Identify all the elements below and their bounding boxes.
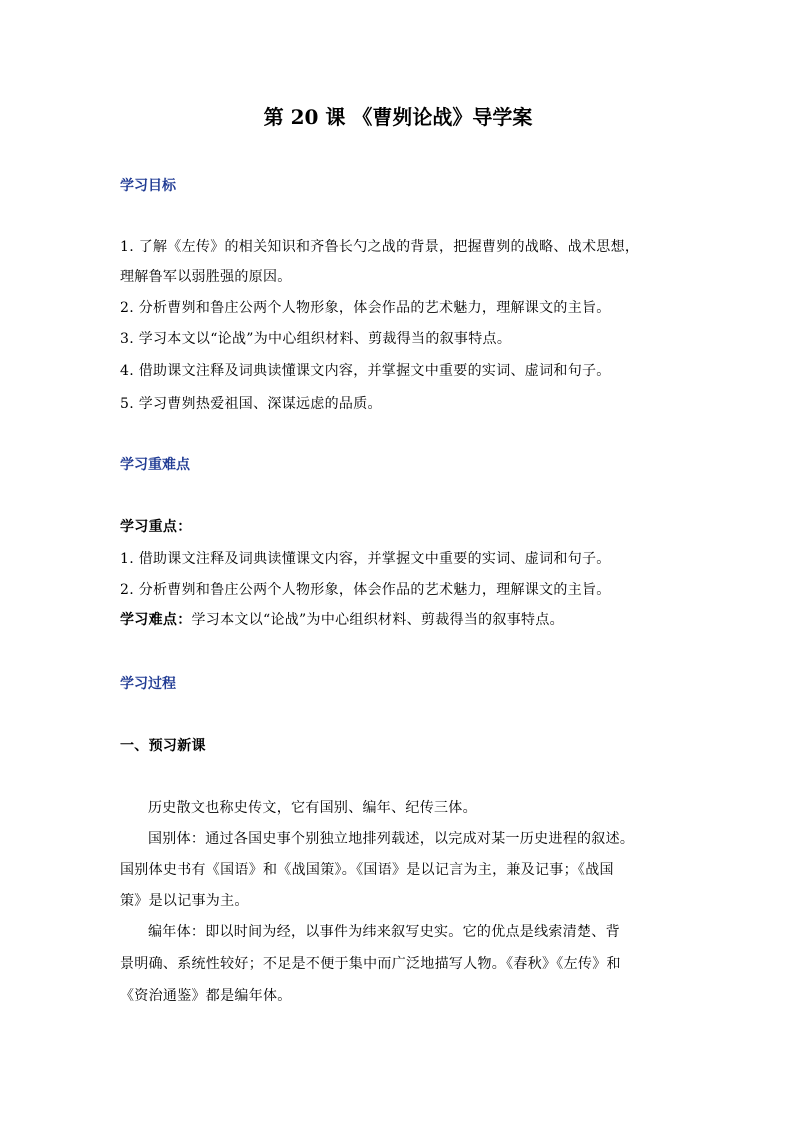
body-line: 《资治通鉴》都是编年体。 xyxy=(120,988,292,1004)
objective-line: 3. 学习本文以“论战”为中心组织材料、剪裁得当的叙事特点。 xyxy=(120,331,512,347)
body-line: 景明确、系统性较好；不足是不便于集中而广泛地描写人物。《春秋》《左传》和 xyxy=(120,956,621,972)
process-heading: 学习过程 xyxy=(120,676,176,692)
objective-line: 1. 了解《左传》的相关知识和齐鲁长勺之战的背景，把握曹刿的战略、战术思想， xyxy=(120,239,640,255)
key-point-line: 1. 借助课文注释及词典读懂课文内容，并掌握文中重要的实词、虚词和句子。 xyxy=(120,551,611,567)
page-title: 第 20 课 《曹刿论战》导学案 xyxy=(263,105,533,129)
section1-heading: 一、预习新课 xyxy=(120,738,206,754)
difficulty-label: 学习难点： xyxy=(120,612,192,628)
difficulty-text: 学习本文以“论战”为中心组织材料、剪裁得当的叙事特点。 xyxy=(191,612,564,628)
objective-line: 2. 分析曹刿和鲁庄公两个人物形象，体会作品的艺术魅力，理解课文的主旨。 xyxy=(120,300,611,316)
body-line: 历史散文也称史传文，它有国别、编年、纪传三体。 xyxy=(148,800,477,816)
key-points-subheading: 学习重点： xyxy=(120,519,192,535)
objective-line: 5. 学习曹刿热爱祖国、深谋远虑的品质。 xyxy=(120,396,382,412)
key-point-line: 2. 分析曹刿和鲁庄公两个人物形象，体会作品的艺术魅力，理解课文的主旨。 xyxy=(120,582,611,598)
objectives-heading: 学习目标 xyxy=(120,178,176,194)
body-line: 编年体：即以时间为经，以事件为纬来叙写史实。它的优点是线索清楚、背 xyxy=(148,924,620,940)
objective-line: 4. 借助课文注释及词典读懂课文内容，并掌握文中重要的实词、虚词和句子。 xyxy=(120,363,611,379)
body-line: 国别体：通过各国史事个别独立地排列载述，以完成对某一历史进程的叙述。 xyxy=(148,831,635,847)
difficulty-line xyxy=(120,610,564,630)
objective-line: 理解鲁军以弱胜强的原因。 xyxy=(120,269,292,285)
body-line: 策》是以记事为主。 xyxy=(120,893,249,909)
body-line: 国别体史书有《国语》和《战国策》。《国语》是以记言为主，兼及记事；《战国 xyxy=(120,862,614,878)
key-points-heading: 学习重难点 xyxy=(120,457,190,473)
